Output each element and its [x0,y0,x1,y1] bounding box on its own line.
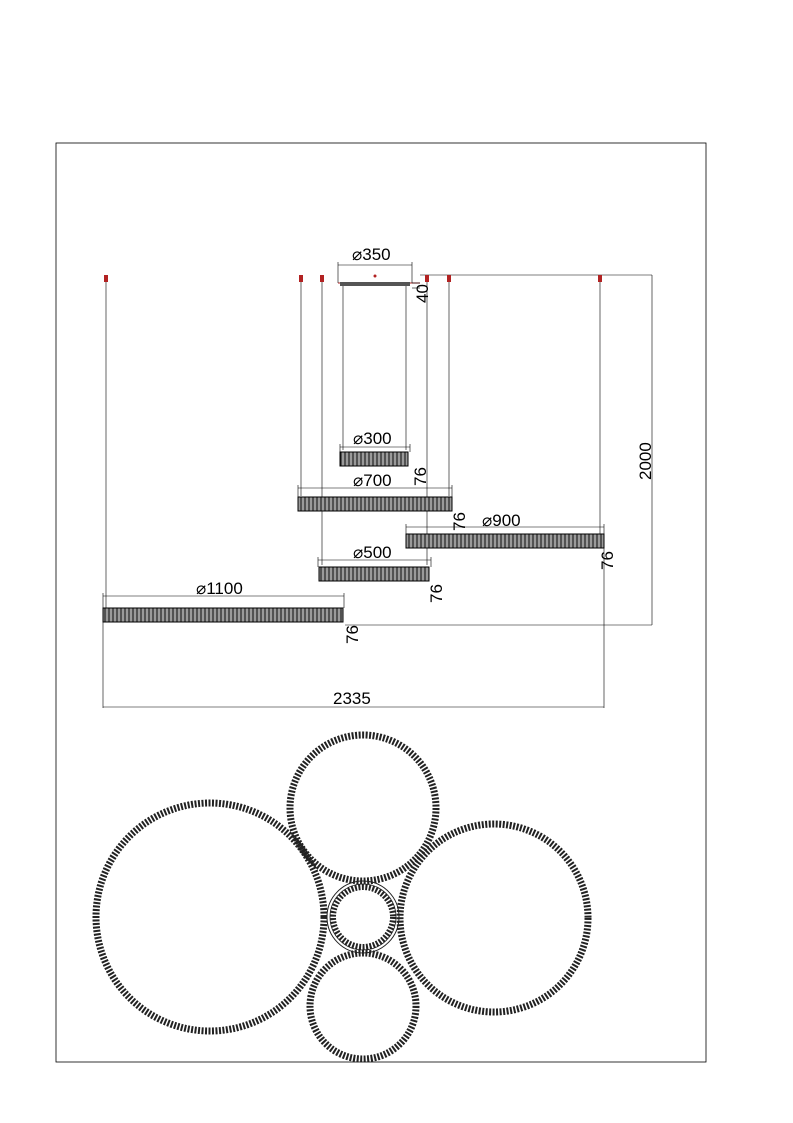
drawing-frame [56,143,706,1062]
ring-500-plan [310,953,416,1059]
ring-1100-diameter-label: ⌀1100 [196,579,243,598]
ring-700-height-label: 76 [450,512,469,531]
ring-1100-elevation [103,579,362,644]
total-height-label: 2000 [636,442,655,480]
ring-300-plan [333,887,393,947]
ring-500-height-label: 76 [427,584,446,603]
ring-900-diameter-label: ⌀900 [482,511,521,530]
canopy [340,282,410,286]
total-width-label: 2335 [333,689,371,708]
ring-700-elevation [298,471,469,531]
ceiling-anchors [104,275,602,282]
canopy-height-label: 40 [413,284,432,303]
ring-500-diameter-label: ⌀500 [353,543,392,562]
elevation-view [103,245,655,708]
ring-1100-height-label: 76 [343,625,362,644]
ring-700-diameter-label: ⌀700 [353,471,392,490]
ring-900-height-label: 76 [598,551,617,570]
ring-300-height-label: 76 [411,467,430,486]
canopy-plan [327,881,399,953]
ring-300-diameter-label: ⌀300 [353,429,392,448]
ring-1100-plan [96,803,324,1031]
plan-view [96,735,588,1059]
ring-900-plan [400,824,588,1012]
canopy-diameter-label: ⌀350 [352,245,391,264]
ring-700-plan [290,735,436,881]
ring-900-elevation [406,511,617,570]
